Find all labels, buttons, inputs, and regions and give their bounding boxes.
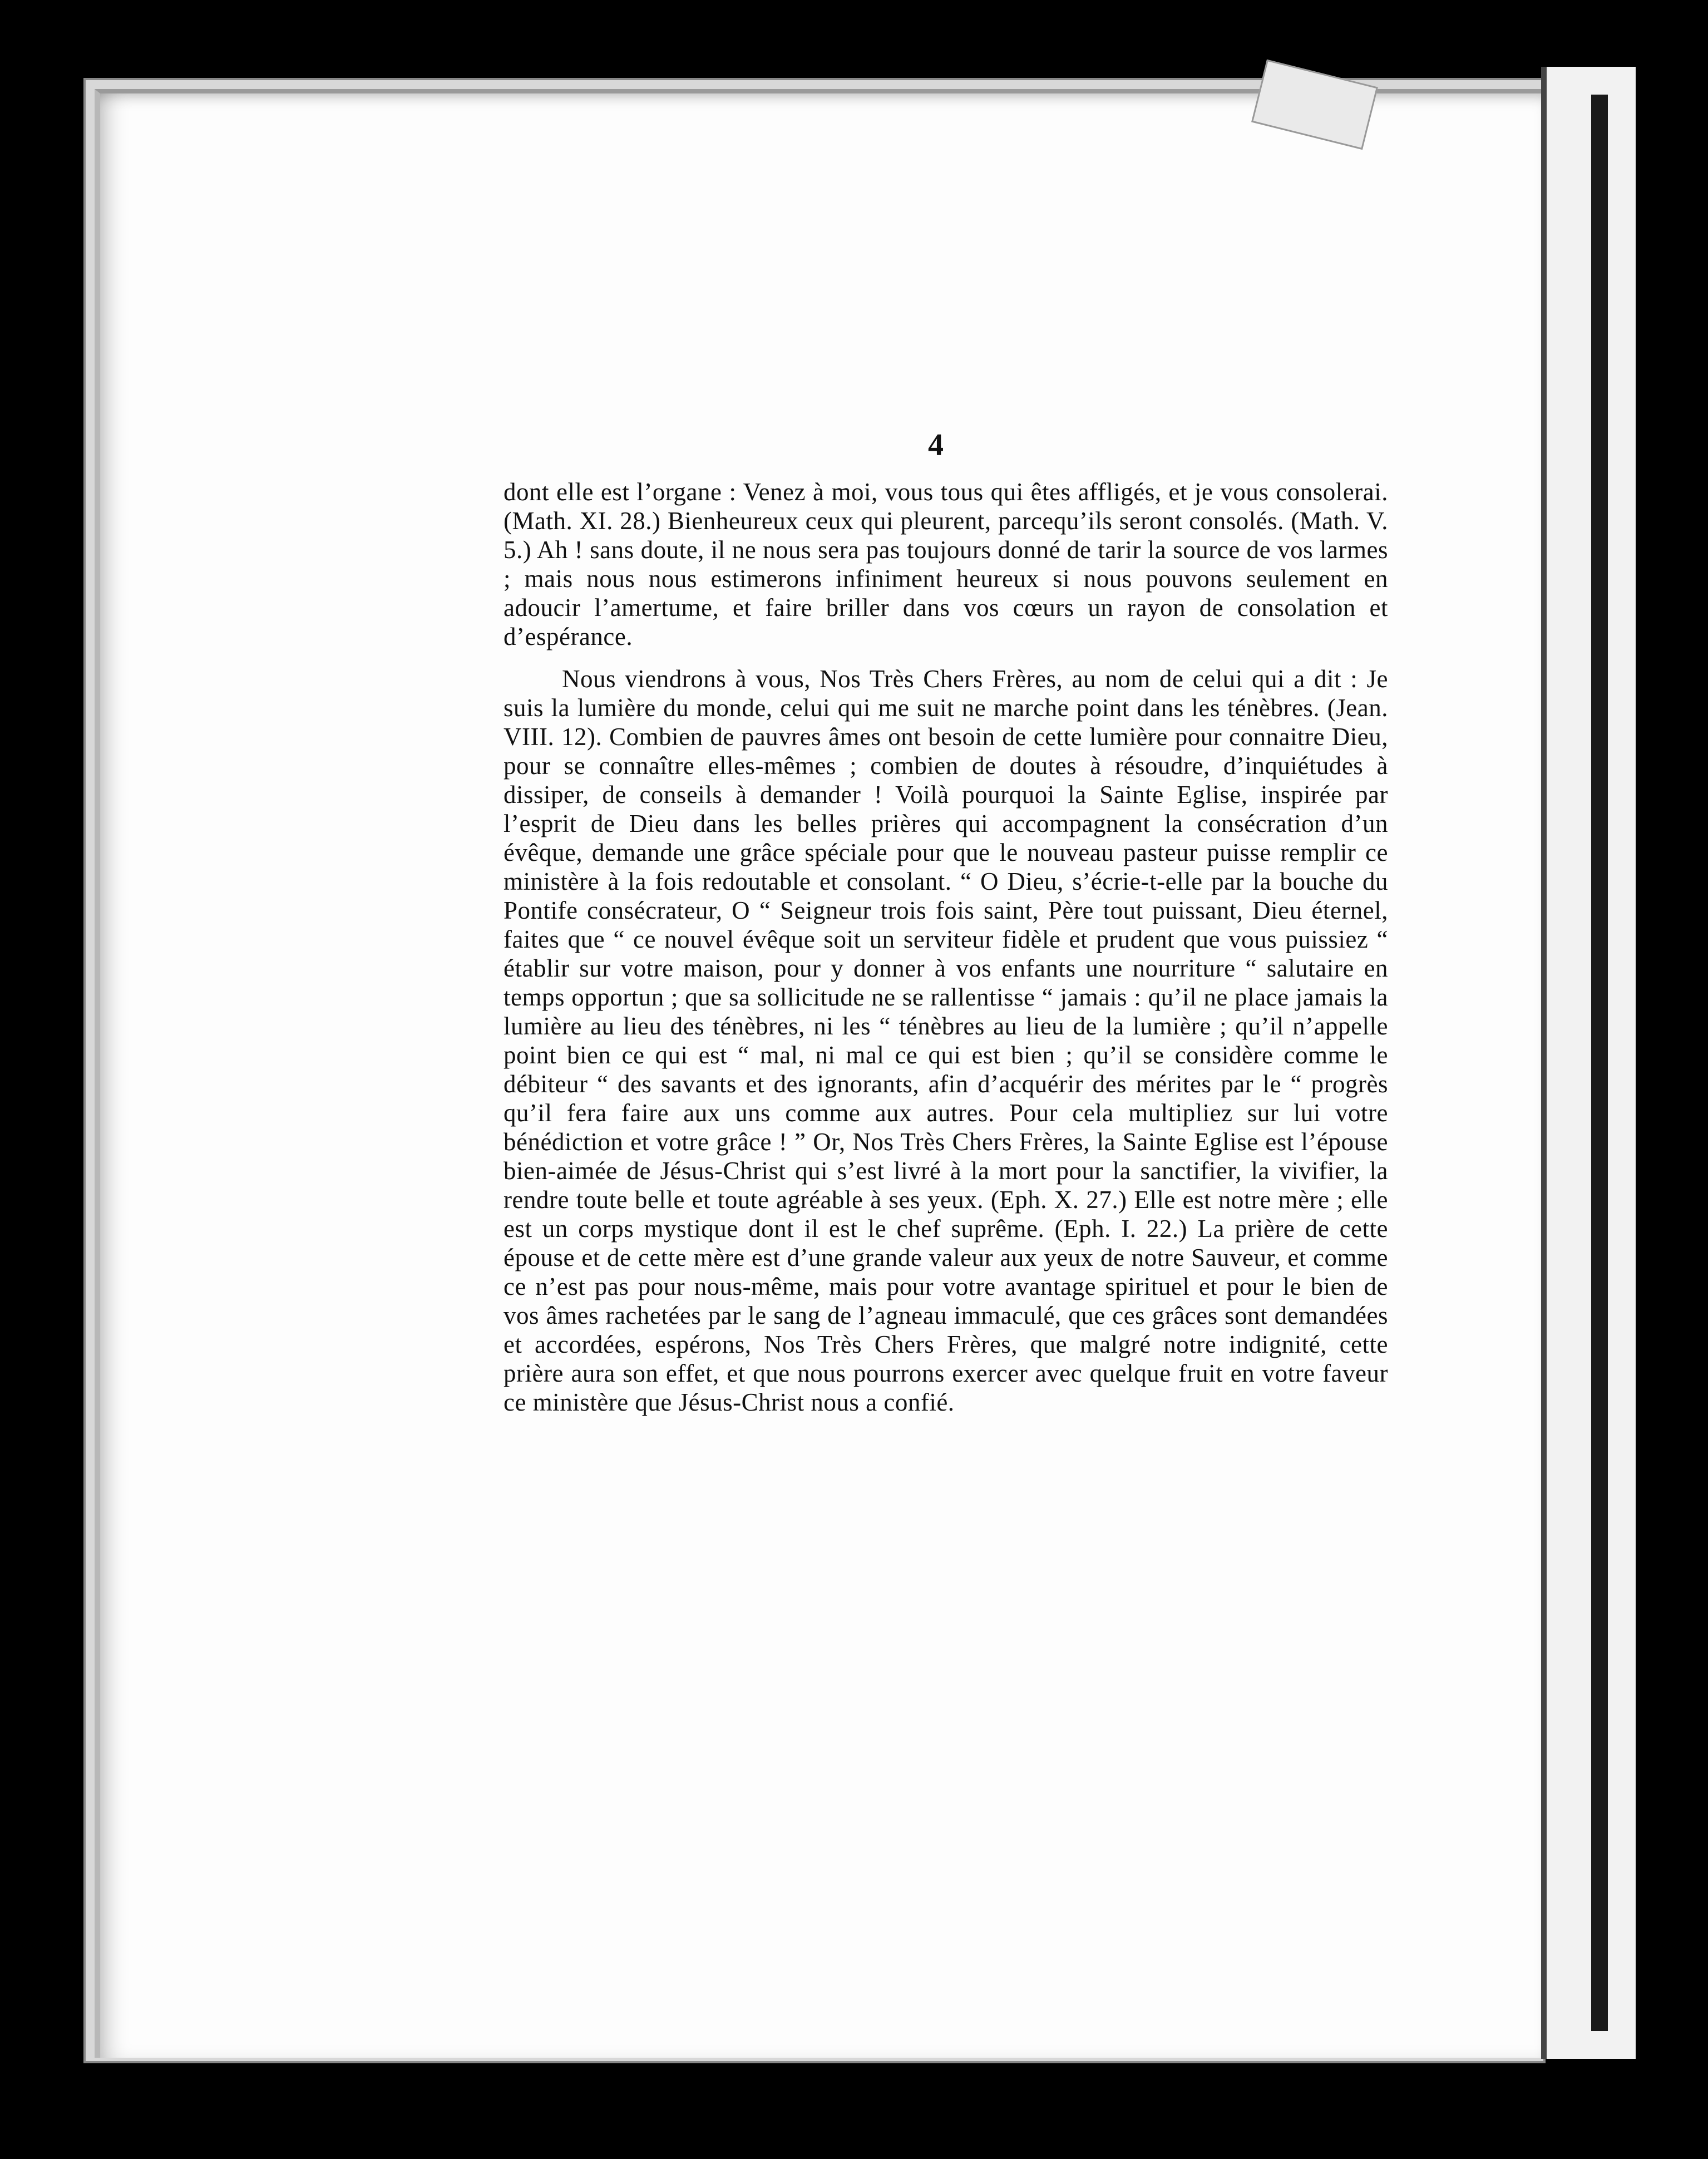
page-number: 4 <box>928 428 944 462</box>
page-stack-edge <box>1541 67 1636 2059</box>
paragraph-2: Nous viendrons à vous, Nos Très Chers Frères, au nom de celui qui a dit : Je suis la lumière du monde, celui qui me suit ne marche point dans les ténèbres. (Jean. VIII. 12). Combien de pauvres âmes ont besoin de cette lumière pour connaitre Dieu, pour se connaître elles-mêmes ; combien de doutes à résoudre, d’inquiétudes à dissiper, de conseils à demander ! Voilà pourquoi la Sainte Eglise, inspirée par l’esprit de Dieu dans les belles prières qui accompagnent la consécration d’un évêque, demande une grâce spéciale pour que le nouveau pasteur puisse remplir ce ministère à la fois redoutable et consolant. “ O Dieu, s’écrie-t-elle par la bouche du Pontife consécrateur, O “ Seigneur trois fois saint, Père tout puissant, Dieu éternel, faites que “ ce nouvel évêque soit un serviteur fidèle et prudent que vous puissiez “ établir sur votre maison, pour y donner à vos enfants une nourriture “ salutaire en temps opportun ; que sa sollicitude ne se rallentisse “ jamais : qu’il ne place jamais la lumière au lieu des ténèbres, ni les “ ténèbres au lieu de la lumière ; qu’il n’appelle point bien ce qui est “ mal, ni mal ce qui est bien ; qu’il se considère comme le débiteur “ des savants et des ignorants, afin d’acquérir des mérites par le “ progrès qu’il fera faire aux uns comme aux autres. Pour cela multipliez sur lui votre bénédiction et votre grâce ! ” Or, Nos Très Chers Frères, la Sainte Eglise est l’épouse bien-aimée de Jésus-Christ qui s’est livré à la mort pour la sanctifier, la vivifier, la rendre toute belle et toute agréable à ses yeux. (Eph. X. 27.) Elle est notre mère ; elle est un corps mystique dont il est le chef suprême. (Eph. I. 22.) La prière de cette épouse et de cette mère est d’une grande valeur aux yeux de notre Sauveur, et comme ce n’est pas pour nous-même, mais pour votre avantage spirituel et pour le bien de vos âmes rachetées par le sang de l’agneau immaculé, que ces grâces sont demandées et accordées, espérons, Nos Très Chers Frères, que malgré notre indignité, cette prière aura son effet, et que nous pourrons exercer avec quelque fruit en votre faveur ce ministère que Jésus-Christ nous a confié. <box>503 665 1388 1416</box>
body-text <box>503 477 1388 1417</box>
page-stack-shadow <box>1591 95 1608 2031</box>
paragraph-1: dont elle est l’organe : Venez à moi, vous tous qui êtes affligés, et je vous consolerai. (Math. XI. 28.) Bienheureux ceux qui pleurent, parcequ’ils seront consolés. (Math. V. 5.) Ah ! sans doute, il ne nous sera pas toujours donné de tarir la source de vos larmes ; mais nous nous estimerons infiniment heureux si nous pouvons seulement en adoucir l’amertume, et faire briller dans vos cœurs un rayon de consolation et d’espérance. <box>503 478 1388 650</box>
